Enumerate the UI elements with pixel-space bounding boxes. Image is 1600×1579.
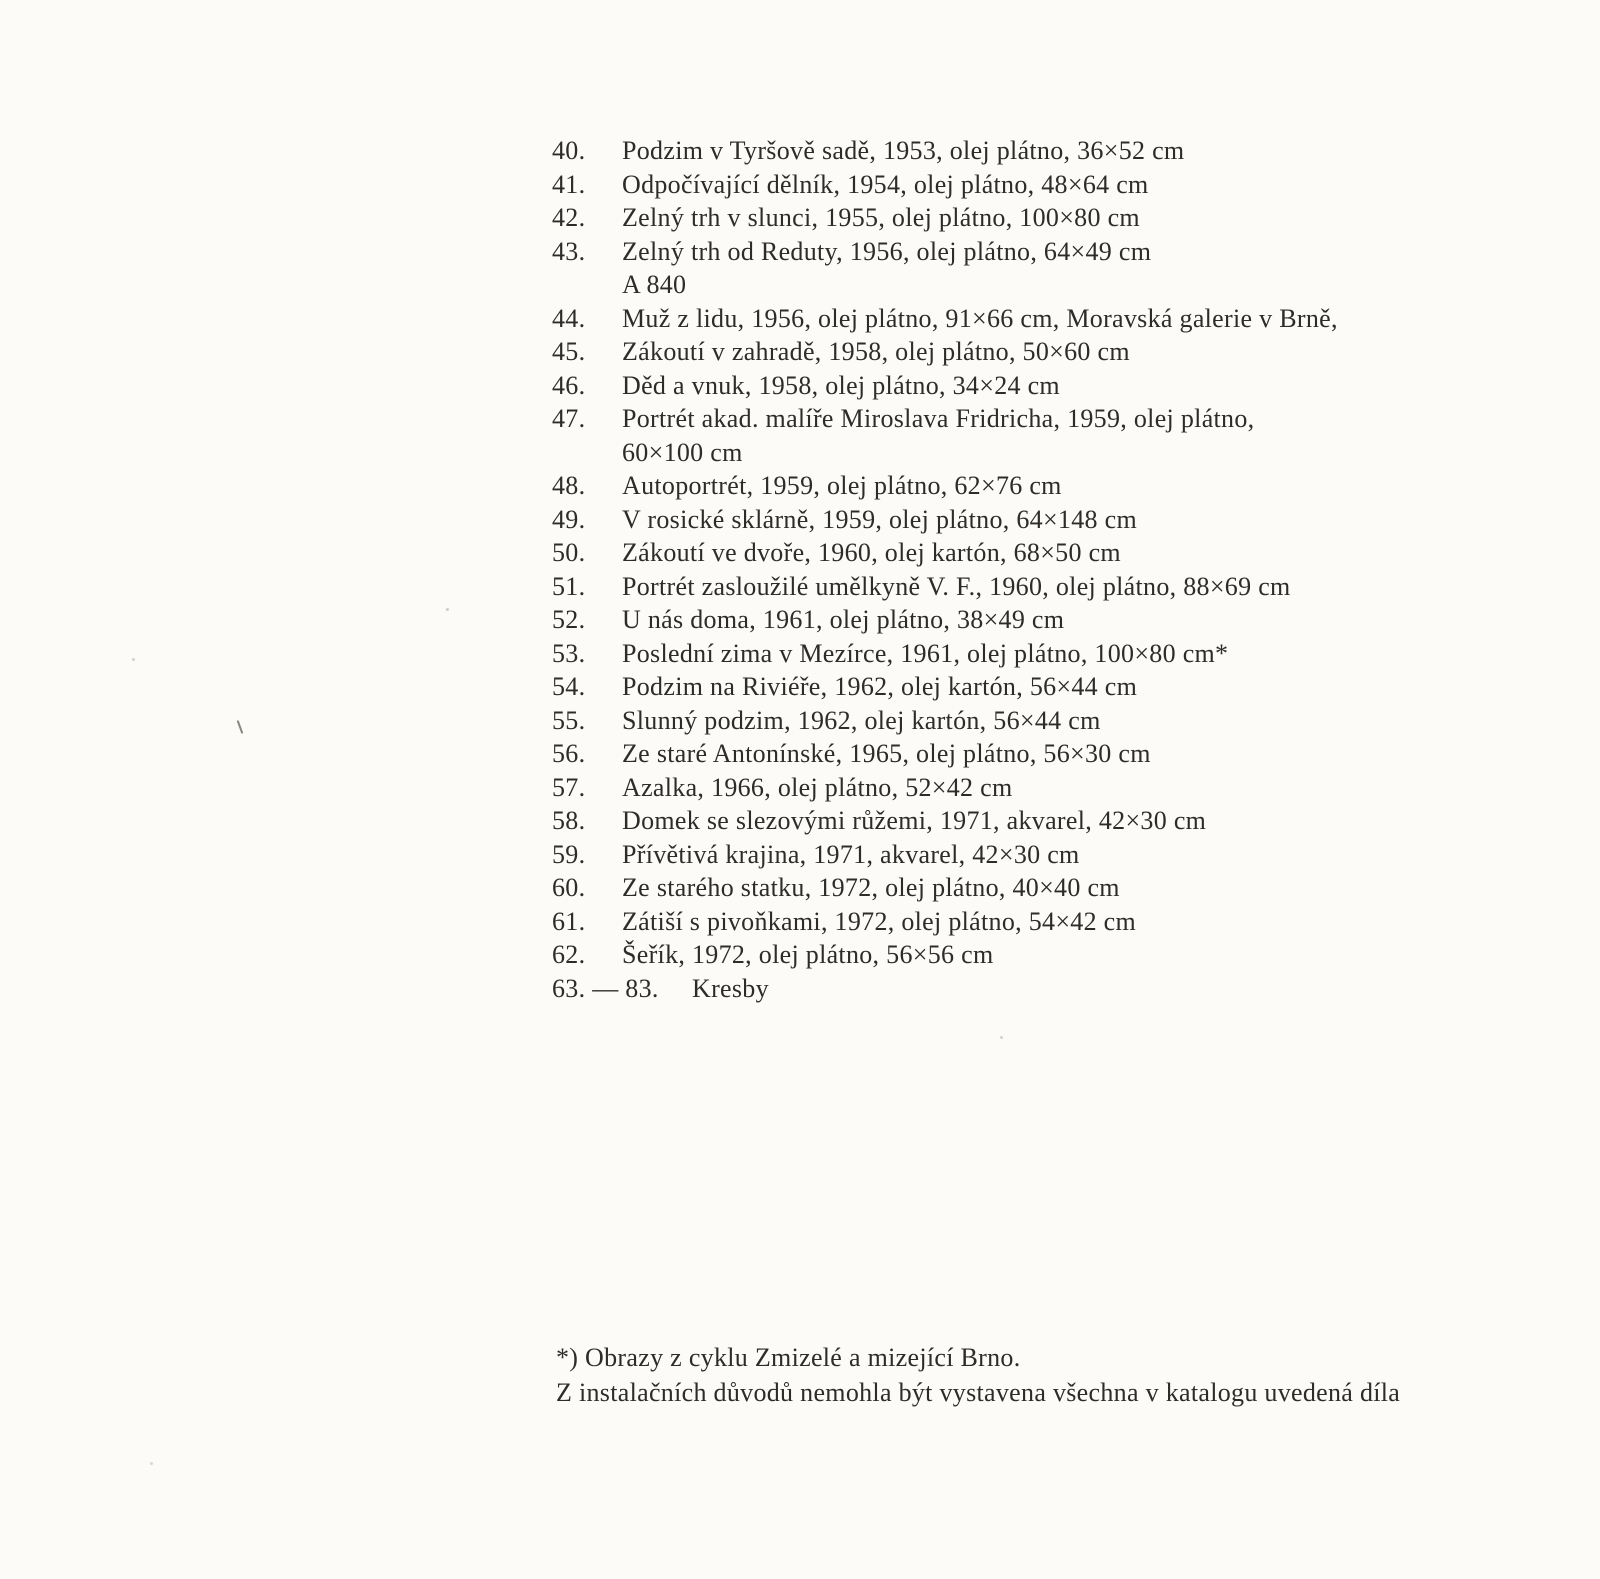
entry-body (622, 570, 1291, 604)
catalog-entry (552, 536, 1552, 570)
entry-text: Azalka, 1966, olej plátno, 52×42 cm (622, 772, 1013, 802)
entry-number: 56. (552, 739, 586, 768)
catalog-entry (552, 235, 1552, 302)
entry-text: Zátiší s pivoňkami, 1972, olej plátno, 54×42 cm (622, 906, 1137, 936)
catalog-entry (552, 603, 1552, 637)
entry-number: 47. (552, 404, 586, 433)
entry-body (622, 469, 1062, 503)
entry-body (622, 402, 1254, 469)
entry-body (622, 369, 1060, 403)
catalog-entry (552, 737, 1552, 771)
entry-body (622, 771, 1013, 805)
paper-speck (132, 658, 135, 661)
entry-text: Šeřík, 1972, olej plátno, 56×56 cm (622, 940, 994, 969)
entry-number: 53. (552, 638, 586, 668)
entry-number: 45. (552, 337, 586, 366)
entry-number: 55. (552, 705, 586, 735)
entry-body (622, 838, 1080, 872)
entry-number: 50. (552, 538, 586, 567)
catalog-entry (552, 704, 1552, 738)
catalog-entry (552, 369, 1552, 403)
entry-number: 57. (552, 772, 586, 802)
catalog-entry (552, 804, 1552, 838)
entry-text: Odpočívající dělník, 1954, olej plátno, 48×64 cm (622, 169, 1149, 199)
entry-number: 62. (552, 940, 586, 969)
entry-body (622, 201, 1140, 235)
entry-text: Portrét zasloužilé umělkyně V. F., 1960, olej plátno, 88×69 cm (622, 571, 1291, 601)
entry-number: 63. — 83. (552, 973, 659, 1003)
entry-number: 43. (552, 236, 586, 266)
entry-body (622, 637, 1228, 671)
catalog-entry (552, 134, 1552, 168)
catalog-entry (552, 637, 1552, 671)
catalog-list (552, 134, 1552, 1005)
entry-number: 40. (552, 136, 586, 165)
entry-text: U nás doma, 1961, olej plátno, 38×49 cm (622, 605, 1065, 634)
entry-continuation: 60×100 cm (622, 437, 743, 467)
footnote (556, 1340, 1476, 1410)
footnote-line-1: *) Obrazy z cyklu Zmizelé a mizející Brno. (556, 1343, 1021, 1372)
entry-number: 44. (552, 303, 586, 333)
entry-body (622, 871, 1120, 905)
catalog-entry (552, 938, 1552, 972)
catalog-entry (552, 905, 1552, 939)
entry-number: 41. (552, 169, 586, 199)
entry-number: 61. (552, 906, 586, 936)
entry-number: 54. (552, 672, 586, 701)
entry-body (622, 905, 1136, 939)
entry-number: 49. (552, 504, 586, 534)
entry-number: 60. (552, 873, 586, 902)
catalog-entry (552, 570, 1552, 604)
catalog-entry (552, 168, 1552, 202)
entry-text: Ze staré Antonínské, 1965, olej plátno, 56×30 cm (622, 739, 1151, 768)
entry-body (622, 670, 1137, 704)
entry-body (622, 938, 993, 972)
entry-text: V rosické sklárně, 1959, olej plátno, 64×148 cm (622, 504, 1137, 534)
catalog-entry (552, 871, 1552, 905)
paper-speck (446, 608, 449, 611)
footnote-line-2: Z instalačních důvodů nemohla být vystavena všechna v katalogu uvedená díla (556, 1378, 1401, 1407)
entry-body (692, 972, 769, 1006)
entry-text: Zákoutí ve dvoře, 1960, olej kartón, 68×50 cm (622, 538, 1121, 567)
entry-number: 51. (552, 571, 586, 601)
entry-number: 48. (552, 471, 586, 500)
catalog-entry (552, 335, 1552, 369)
entry-body (622, 536, 1121, 570)
entry-body (622, 804, 1206, 838)
entry-text: Děd a vnuk, 1958, olej plátno, 34×24 cm (622, 370, 1060, 400)
entry-body (622, 335, 1130, 369)
entry-text: Autoportrét, 1959, olej plátno, 62×76 cm (622, 471, 1062, 500)
paper-speck (1000, 1036, 1003, 1039)
entry-text: Poslední zima v Mezírce, 1961, olej plátno, 100×80 cm* (622, 638, 1229, 668)
entry-body (622, 302, 1338, 336)
entry-text: Podzim na Riviéře, 1962, olej kartón, 56×44 cm (622, 672, 1138, 701)
entry-number: 59. (552, 839, 586, 869)
entry-text: Portrét akad. malíře Miroslava Fridricha, 1959, olej plátno, (622, 404, 1255, 433)
entry-body (622, 737, 1151, 771)
entry-text: Slunný podzim, 1962, olej kartón, 56×44 cm (622, 705, 1101, 735)
catalog-entry (552, 402, 1552, 469)
entry-number: 42. (552, 203, 586, 232)
entry-body (622, 704, 1101, 738)
paper-speck (237, 720, 244, 734)
entry-number: 58. (552, 806, 586, 835)
catalog-entry (552, 838, 1552, 872)
entry-text: Domek se slezovými růžemi, 1971, akvarel, 42×30 cm (622, 806, 1207, 835)
entry-text: Zákoutí v zahradě, 1958, olej plátno, 50×60 cm (622, 337, 1130, 366)
entry-number: 46. (552, 370, 586, 400)
entry-body (622, 235, 1151, 302)
catalog-entry (552, 771, 1552, 805)
entry-text: Zelný trh od Reduty, 1956, olej plátno, 64×49 cm (622, 236, 1152, 266)
entry-continuation: A 840 (622, 270, 687, 299)
entry-text: Kresby (692, 973, 769, 1003)
entry-text: Muž z lidu, 1956, olej plátno, 91×66 cm, Moravská galerie v Brně, (622, 303, 1338, 333)
entry-text: Podzim v Tyršově sadě, 1953, olej plátno, 36×52 cm (622, 136, 1185, 165)
entry-body (622, 168, 1149, 202)
entry-text: Ze starého statku, 1972, olej plátno, 40×40 cm (622, 873, 1120, 902)
entry-body (622, 503, 1137, 537)
catalog-entry (552, 503, 1552, 537)
entry-number: 52. (552, 605, 586, 634)
catalog-entry (552, 302, 1552, 336)
entry-text: Zelný trh v slunci, 1955, olej plátno, 100×80 cm (622, 203, 1140, 232)
catalog-entry (552, 469, 1552, 503)
catalog-entry (552, 201, 1552, 235)
entry-text: Přívětivá krajina, 1971, akvarel, 42×30 cm (622, 839, 1080, 869)
entry-body (622, 134, 1184, 168)
catalog-entry (552, 670, 1552, 704)
catalog-entry (552, 972, 1552, 1006)
entry-body (622, 603, 1064, 637)
paper-speck (150, 1462, 153, 1465)
